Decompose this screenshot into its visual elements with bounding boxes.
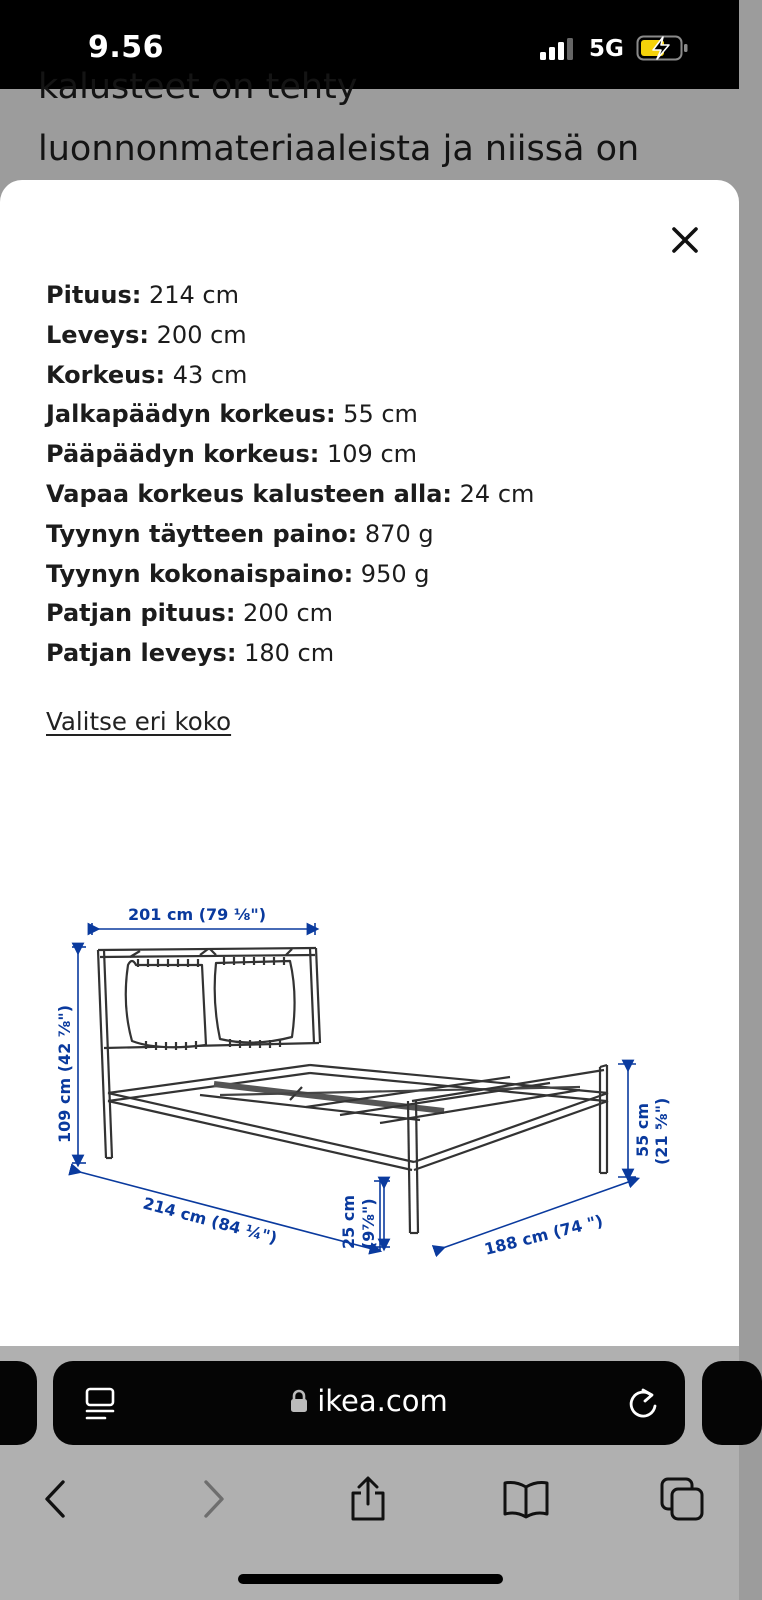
close-button[interactable]	[660, 215, 710, 265]
spec-label: Tyynyn kokonaispaino:	[46, 559, 354, 588]
spec-label: Pituus:	[46, 281, 142, 309]
dimension-height-label: 109 cm (42 ⅞")	[55, 1004, 74, 1143]
background-text-line: kalusteet on tehty	[38, 67, 358, 107]
share-button[interactable]	[338, 1469, 398, 1529]
spec-row	[46, 316, 706, 356]
next-tab-peek[interactable]	[702, 1361, 762, 1445]
url-display[interactable]	[53, 1384, 685, 1418]
spec-row	[46, 435, 706, 475]
bookmarks-button[interactable]	[496, 1469, 556, 1529]
spec-row	[46, 515, 706, 555]
bed-illustration	[98, 948, 608, 1233]
dimension-length-label: 214 cm (84 ¼")	[140, 1193, 280, 1248]
spec-list	[46, 276, 706, 674]
spec-row	[46, 594, 706, 634]
home-indicator[interactable]	[238, 1574, 503, 1584]
spec-value: 950 g	[353, 559, 430, 588]
back-button[interactable]	[25, 1469, 85, 1529]
previous-tab-peek[interactable]	[0, 1361, 37, 1445]
spec-value: 109 cm	[319, 440, 418, 469]
background-text-line: luonnonmateriaaleista ja niissä on	[38, 129, 640, 169]
spec-label: Patjan leveys:	[46, 639, 237, 668]
share-icon	[348, 1476, 388, 1522]
battery-charging-icon	[636, 35, 690, 61]
spec-label: Korkeus:	[46, 360, 166, 389]
reload-icon[interactable]	[627, 1386, 659, 1420]
spec-value: 200 cm	[149, 320, 247, 349]
url-text: ikea.com	[317, 1384, 448, 1418]
address-bar[interactable]	[53, 1361, 685, 1445]
book-icon	[502, 1479, 550, 1519]
spec-value: 870 g	[357, 519, 434, 548]
signal-icon	[540, 38, 576, 60]
spec-value: 214 cm	[141, 281, 239, 309]
spec-row	[46, 555, 706, 595]
spec-value: 43 cm	[165, 360, 248, 389]
spec-label: Tyynyn täytteen paino:	[46, 519, 358, 548]
spec-label: Vapaa korkeus kalusteen alla:	[46, 479, 453, 508]
spec-label: Jalkapäädyn korkeus:	[46, 400, 336, 429]
spec-value: 200 cm	[235, 599, 334, 628]
spec-row	[46, 395, 706, 435]
lock-icon	[290, 1389, 308, 1413]
spec-row	[46, 356, 706, 396]
spec-row	[46, 475, 706, 515]
dimension-width-label: 201 cm (79 ⅛")	[128, 905, 267, 924]
spec-value: 55 cm	[335, 400, 418, 429]
close-icon	[670, 225, 700, 255]
forward-button[interactable]	[184, 1469, 244, 1529]
chevron-right-icon	[202, 1479, 226, 1519]
spec-label: Leveys:	[46, 320, 150, 349]
dimensions-sheet	[0, 180, 739, 1346]
chevron-left-icon	[43, 1479, 67, 1519]
dimension-footboard-inch: (21 ⅝")	[652, 1097, 671, 1165]
tabs-icon	[660, 1477, 704, 1521]
network-type: 5G	[589, 36, 624, 62]
dimension-clearance-label: 25 cm	[339, 1195, 358, 1249]
dimension-foot-label: 188 cm (74 ")	[482, 1211, 605, 1259]
spec-row	[46, 634, 706, 674]
dimension-clearance-inch: (9⅞")	[359, 1198, 378, 1249]
spec-value: 180 cm	[236, 639, 335, 668]
tabs-button[interactable]	[652, 1469, 712, 1529]
status-time: 9.56	[88, 30, 165, 65]
spec-value: 24 cm	[452, 479, 535, 508]
browser-bottom-bar	[0, 1346, 739, 1600]
spec-label: Pääpäädyn korkeus:	[46, 440, 320, 469]
spec-label: Patjan pituus:	[46, 599, 236, 628]
bed-dimension-diagram	[40, 905, 700, 1315]
dimension-footboard-label: 55 cm	[633, 1103, 652, 1157]
choose-size-link[interactable]: Valitse eri koko	[46, 707, 232, 736]
spec-row	[46, 276, 706, 316]
